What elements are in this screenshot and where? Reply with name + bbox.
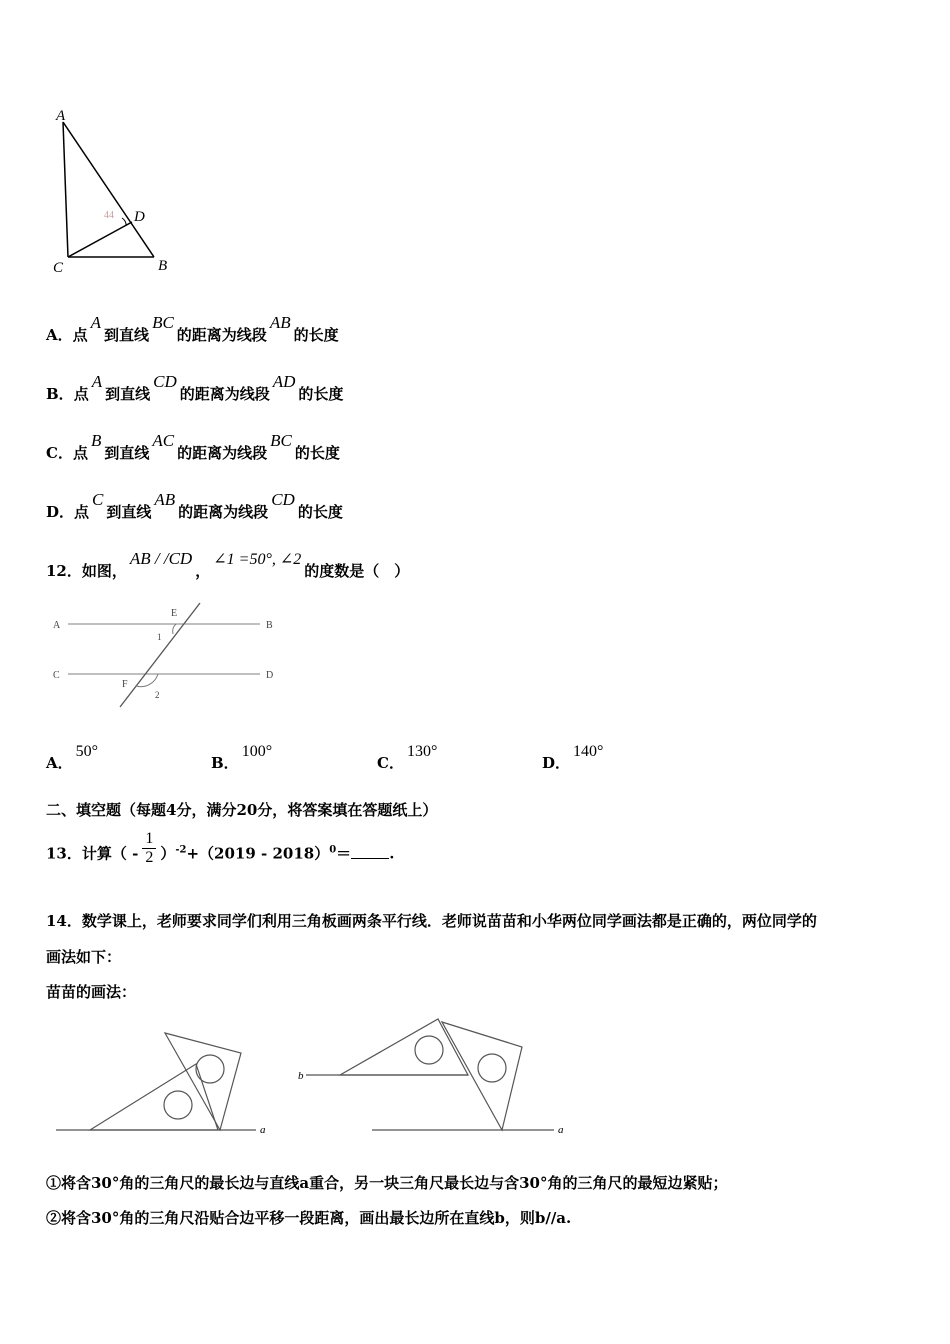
math-line: AC: [152, 431, 175, 450]
option-letter: D．: [542, 754, 571, 772]
q12-option-a: [46, 743, 101, 773]
option-letter: C．: [377, 754, 404, 772]
section-title: 二、填空题（每题4分，满分20分，将答案填在答题纸上）: [46, 801, 438, 819]
question-text: ）: [160, 844, 176, 863]
option-text: 到直线: [104, 326, 150, 344]
fraction-denominator: 2: [145, 849, 154, 866]
fig12-label-F: F: [122, 679, 128, 690]
option-text: 点: [72, 326, 88, 344]
fig12-label-A: A: [53, 620, 61, 631]
option-value: 130°: [406, 743, 438, 760]
q14-step1: ①将含30°角的三角尺的最长边与直线a重合，另一块三角尺最长边与含30°角的三角尺的最短边紧贴；: [46, 1174, 728, 1192]
option-text: 的长度: [293, 326, 339, 344]
option-text: 的长度: [298, 385, 344, 403]
triangle-figure-q11: [48, 100, 188, 280]
option-letter: B．: [211, 754, 239, 772]
set-square-figure-q14: [48, 1012, 588, 1142]
math-condition: ∠1 =50°, ∠2: [213, 551, 302, 568]
fig11-label-A: A: [56, 108, 66, 124]
question-text: .: [389, 844, 395, 863]
math-point: A: [91, 372, 103, 391]
math-point: A: [90, 313, 102, 332]
math-segment: CD: [271, 490, 295, 509]
q11-option-c: [46, 431, 340, 463]
option-text: 到直线: [105, 385, 151, 403]
question-text: 13．计算（ -: [46, 844, 139, 863]
q12-option-c: [377, 743, 440, 773]
option-value: 100°: [241, 743, 273, 760]
fraction-numerator: 1: [142, 830, 156, 849]
fig12-label-B: B: [266, 620, 273, 631]
exponent: -2: [175, 844, 187, 856]
q14-step2: ②将含30°角的三角尺沿贴合边平移一段距离，画出最长边所在直线b，则b//a.: [46, 1209, 572, 1227]
math-line: BC: [152, 313, 174, 332]
fraction: [142, 830, 156, 867]
math-segment: BC: [270, 431, 292, 450]
option-text: 点: [72, 444, 88, 462]
math-segment: AD: [272, 372, 296, 391]
option-letter: C．: [46, 444, 73, 462]
math-point: B: [90, 431, 102, 450]
option-text: 的长度: [294, 444, 340, 462]
fig12-label-angle1: 1: [157, 632, 162, 642]
q12-stem: [46, 549, 410, 581]
fig11-label-D: D: [134, 209, 145, 225]
fig12-label-D: D: [266, 670, 274, 681]
question-text: 12．如图，: [46, 562, 127, 580]
q12-option-d: [542, 743, 606, 773]
answer-blank[interactable]: [351, 844, 389, 859]
fig12-label-angle2: 2: [155, 690, 160, 700]
math-line: AB: [154, 490, 176, 509]
option-letter: D．: [46, 503, 75, 521]
math-condition: AB / /CD: [129, 549, 193, 568]
math-point: C: [92, 490, 104, 509]
q11-option-b: [46, 372, 344, 404]
option-letter: A．: [46, 754, 73, 772]
fig11-label-B: B: [158, 258, 168, 274]
fig11-label-mark: 44: [104, 210, 114, 221]
fig12-label-C: C: [53, 670, 60, 681]
option-text: 的距离为线段: [177, 444, 268, 462]
fig11-label-C: C: [53, 260, 64, 276]
q14-line1: 14．数学课上，老师要求同学们利用三角板画两条平行线．老师说苗苗和小华两位同学画法都是正确的，两位同学的: [46, 912, 817, 930]
option-letter: B．: [46, 385, 74, 403]
math-line: CD: [153, 372, 177, 391]
option-letter: A．: [46, 326, 73, 344]
q14-line2: 画法如下：: [46, 948, 122, 966]
math-segment: AB: [269, 313, 291, 332]
option-text: 到直线: [106, 503, 152, 521]
q11-option-d: [46, 490, 343, 522]
q12-option-b: [211, 743, 275, 773]
option-value: 140°: [573, 743, 604, 760]
option-text: 的距离为线段: [178, 503, 269, 521]
fig14-label-b: b: [298, 1070, 304, 1082]
option-text: 的距离为线段: [176, 326, 267, 344]
fig12-label-E: E: [171, 608, 178, 619]
question-text: 的度数是（ ）: [304, 562, 410, 580]
fig14-label-a-left: a: [260, 1124, 266, 1136]
option-text: 点: [74, 503, 90, 521]
q14-method-title: 苗苗的画法：: [46, 983, 137, 1001]
fig14-label-a-right: a: [558, 1124, 564, 1136]
question-text: ＝: [336, 844, 352, 863]
option-text: 的长度: [297, 503, 343, 521]
parallel-lines-figure-q12: [48, 598, 288, 714]
question-text: +（2019 - 2018）: [186, 844, 330, 863]
exponent: 0: [329, 844, 337, 856]
option-text: 点: [73, 385, 89, 403]
option-text: 到直线: [104, 444, 150, 462]
question-text: ，: [195, 562, 211, 580]
q13-stem: [46, 830, 395, 873]
option-value: 50°: [75, 743, 99, 760]
q11-option-a: [46, 313, 339, 345]
option-text: 的距离为线段: [179, 385, 270, 403]
